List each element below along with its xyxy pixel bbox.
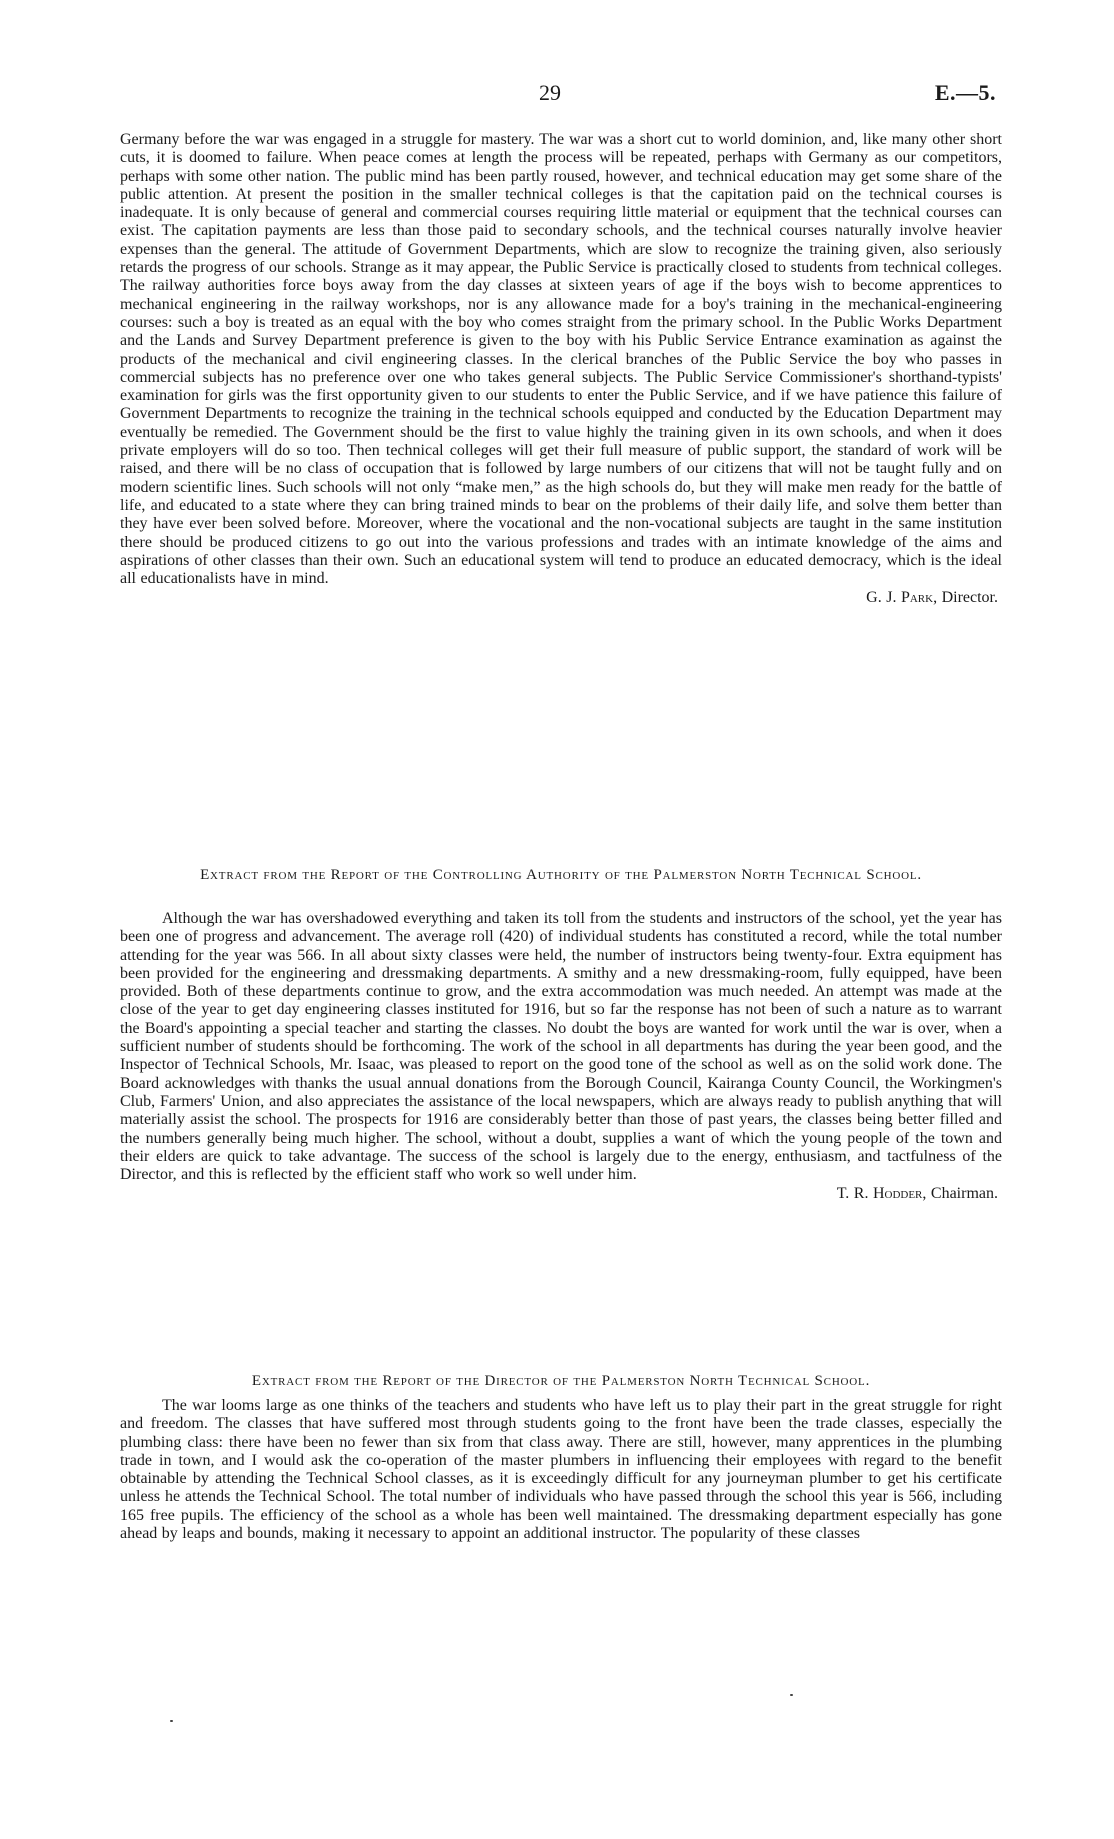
signature-title: , Chairman. xyxy=(922,1185,998,1203)
signature-initials: G. J. xyxy=(866,589,901,607)
section-director-report xyxy=(120,1397,1002,1543)
signature-name: Hodder xyxy=(872,1185,923,1203)
signature-title: , Director. xyxy=(933,589,998,607)
scan-speck xyxy=(790,1694,793,1696)
scan-speck xyxy=(170,1720,173,1722)
page-reference: E.—5. xyxy=(934,80,996,105)
signature-initials: T. R. xyxy=(836,1185,873,1203)
paragraph-continuation: Germany before the war was engaged in a struggle for mastery. The war was a short cut to world dominion, and, like many other short cuts, it is doomed to failure. When peace comes at length the process will be repeated, perhaps with Germany as our competitors, perhaps with some other nation. The public mind has been partly roused, however, and technical education may get some share of the public attention. At present the position in the smaller technical colleges is that the capitation paid on the technical courses is inadequate. It is only because of general and commercial courses requiring little material or equipment that the technical courses can exist. The capitation payments are less than those paid to secondary schools, and the technical courses naturally involve heavier expenses than the general. The attitude of Government Departments, which are slow to recognize the training given, also seriously retards the progress of our schools. Strange as it may appear, the Public Service is practically closed to students from technical colleges. The railway authorities force boys away from the day classes at sixteen years of age if the boys wish to become apprentices to mechanical engineering in the railway workshops, nor is any allowance made for a boy's training in the mechanical-engineering courses: such a boy is treated as an equal with the boy who comes straight from the primary school. In the Public Works Department and the Lands and Survey Department preference is given to the boy with his Public Service Entrance examination as against the products of the mechanical and civil engineering classes. In the clerical branches of the Public Service the boy who passes in commercial subjects has no preference over one who takes general subjects. The Public Service Commissioner's shorthand-typists' examination for girls was the first opportunity given to our students to enter the Public Service, and if we have patience this failure of Government Departments to recognize the training in the technical schools equipped and conducted by the Education Department may eventually be remedied. The Government should be the first to value highly the training given in its own schools, and when it does private employers will do so too. Then technical colleges will get their full measure of public support, the standard of work will be raised, and there will be no class of occupation that is followed by large numbers of our citizens that will not be taught fully and on modern scientific lines. Such schools will not only “make men,” as the high schools do, but they will make men ready for the battle of life, and educated to a state where they can bring trained minds to bear on the problems of their daily life, and solve them better than they have ever been solved before. Moreover, where the vocational and the non-vocational subjects are taught in the same institution there should be produced citizens to go out into the various professions and trades with an intimate knowledge of the aims and aspirations of other classes than their own. Such an educational system will tend to produce an educated democracy, which is the ideal all educationalists have in mind. xyxy=(120,131,1002,588)
page-number: 29 xyxy=(539,80,561,105)
heading-director-report: Extract from the Report of the Director of the Palmerston North Technical School. xyxy=(251,1373,871,1389)
signature-chairman xyxy=(120,1184,1002,1204)
paragraph-director-report: The war looms large as one thinks of the teachers and students who have left us to play their part in the great struggle for right and freedom. The classes that have suffered most through students going to the front have been the trade classes, especially the plumbing class: there have been no fewer than six from that class away. There are still, however, many apprentices in the plumbing trade in town, and I would ask the co-operation of the master plumbers in influencing their employees with regard to the benefit obtainable by attending the Technical School classes, as it is exceedingly difficult for any journeyman plumber to get his certificate unless he attends the Technical School. The total number of individuals who have passed through the school this year is 566, including 165 free pupils. The efficiency of the school as a whole has been well maintained. The dressmaking department especially has gone ahead by leaps and bounds, making it necessary to appoint an additional instructor. The popularity of these classes xyxy=(120,1397,1002,1543)
heading-controlling-authority: Extract from the Report of the Controlling Authority of the Palmerston North Technical School. xyxy=(200,867,922,883)
signature-name: Park xyxy=(900,589,934,607)
section-controlling-authority xyxy=(120,910,1002,1204)
signature-director xyxy=(120,588,1002,608)
section-continuation xyxy=(120,131,1002,608)
paragraph-controlling-authority: Although the war has overshadowed everything and taken its toll from the students and instructors of the school, yet the year has been one of progress and advancement. The average roll (420) of individual students has constituted a record, while the total number attending for the year was 566. In all about sixty classes were held, the number of instructors being twenty-four. Extra equipment has been provided for the engineering and dressmaking departments. A smithy and a new dressmaking-room, fully equipped, have been provided. Both of these departments continue to grow, and the extra accommodation was much needed. An attempt was made at the close of the year to get day engineering classes instituted for 1916, but so far the response has not been of such a nature as to warrant the Board's appointing a special teacher and starting the classes. No doubt the boys are wanted for work until the war is over, when a sufficient number of students should be forthcoming. The work of the school in all departments has during the year been good, and the Inspector of Technical Schools, Mr. Isaac, was pleased to report on the good tone of the school as well as on the solid work done. The Board acknowledges with thanks the usual annual donations from the Borough Council, Kairanga County Council, the Workingmen's Club, Farmers' Union, and also appreciates the assistance of the local newspapers, which are always ready to publish anything that will materially assist the school. The prospects for 1916 are considerably better than those of past years, the classes being better filled and the numbers generally being much higher. The school, without a doubt, supplies a want of which the young people of the town and their elders are quick to take advantage. The success of the school is largely due to the energy, enthusiasm, and tactfulness of the Director, and this is reflected by the efficient staff who work so well under him. xyxy=(120,910,1002,1184)
